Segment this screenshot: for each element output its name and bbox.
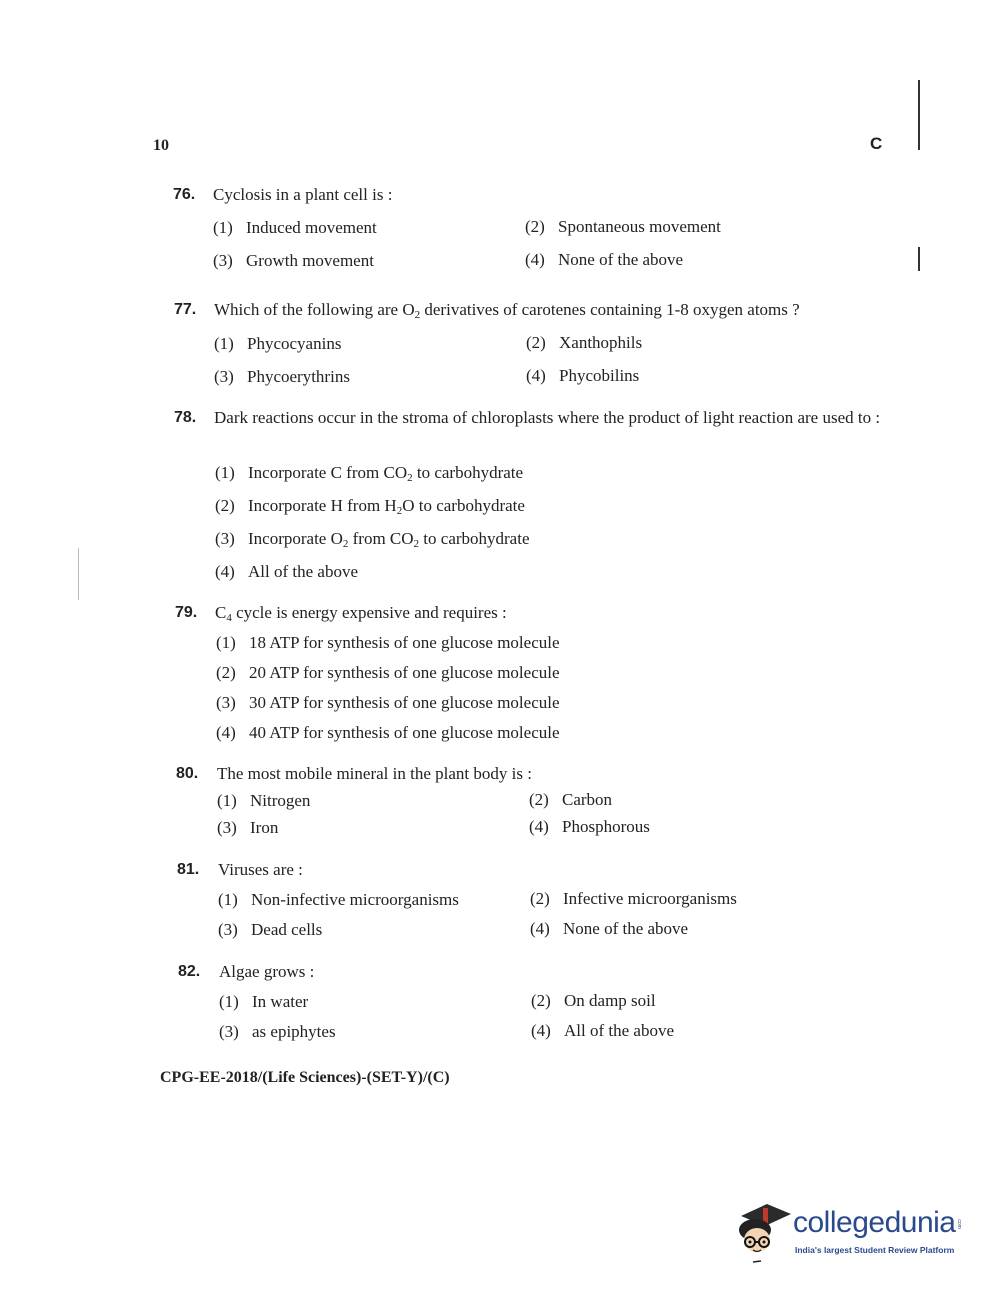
- option-number: (2): [531, 991, 551, 1010]
- scan-edge-mark: [78, 548, 79, 600]
- option-text: from CO: [348, 529, 414, 548]
- option-4: [529, 817, 650, 837]
- option-text: None of the above: [563, 919, 689, 938]
- option-number: (1): [213, 218, 233, 237]
- option-number: (3): [218, 920, 238, 939]
- collegedunia-mascot-icon: [735, 1198, 793, 1268]
- option-number: (2): [215, 496, 235, 515]
- scan-edge-mark: [918, 247, 920, 271]
- option-number: (2): [526, 333, 546, 352]
- option-number: (3): [213, 251, 233, 270]
- subscript: 4: [226, 612, 232, 624]
- option-text: Infective microorganisms: [563, 889, 737, 908]
- option-3: [216, 693, 560, 713]
- option-number: (4): [525, 250, 545, 269]
- option-1: [216, 633, 560, 653]
- question-text: Viruses are :: [218, 860, 303, 879]
- option-text: Carbon: [562, 790, 613, 809]
- option-3: [213, 251, 374, 271]
- option-2: [526, 333, 642, 353]
- option-text: Iron: [250, 818, 279, 837]
- option-2: [525, 217, 721, 237]
- question-number: 78.: [174, 409, 197, 426]
- question-number: 81.: [177, 861, 200, 878]
- option-text: Phycobilins: [559, 366, 640, 385]
- option-1: [219, 992, 308, 1012]
- option-text: Phosphorous: [562, 817, 650, 836]
- option-4: [216, 723, 560, 743]
- option-2: [216, 663, 560, 683]
- exam-code-footer: CPG-EE-2018/(Life Sciences)-(SET-Y)/(C): [160, 1069, 450, 1086]
- option-3: [217, 818, 278, 838]
- option-number: (1): [214, 334, 234, 353]
- question-text-part: cycle is energy expensive and requires :: [231, 603, 507, 622]
- option-text: Non-infective microorganisms: [251, 890, 459, 909]
- option-1: [215, 463, 523, 483]
- option-number: (3): [217, 818, 237, 837]
- option-number: (2): [525, 217, 545, 236]
- option-number: (4): [529, 817, 549, 836]
- option-number: (1): [217, 791, 237, 810]
- option-number: (1): [218, 890, 238, 909]
- question-text: Dark reactions occur in the stroma of chloroplasts where the product of light reaction are used to :: [214, 408, 881, 427]
- question-number: 80.: [176, 765, 199, 782]
- option-number: (2): [216, 663, 236, 682]
- option-4: [525, 250, 683, 270]
- option-number: (3): [216, 693, 236, 712]
- question-text-part: Which of the following are O: [214, 300, 415, 319]
- question-number: 76.: [173, 186, 196, 203]
- option-text: 40 ATP for synthesis of one glucose molecule: [249, 723, 560, 742]
- option-text: Xanthophils: [559, 333, 643, 352]
- option-1: [213, 218, 377, 238]
- option-1: [217, 791, 310, 811]
- scan-edge-mark: [918, 80, 920, 150]
- page-number: 10: [153, 137, 169, 154]
- question-text-part: C: [215, 603, 227, 622]
- option-number: (4): [526, 366, 546, 385]
- option-text: 30 ATP for synthesis of one glucose molecule: [249, 693, 560, 712]
- question-text-part: derivatives of carotenes containing 1-8 oxygen atoms ?: [420, 300, 800, 319]
- option-4: [530, 919, 688, 939]
- option-3: [215, 529, 530, 549]
- option-number: (1): [215, 463, 235, 482]
- logo-wordmark: collegedunia: [793, 1206, 956, 1239]
- option-number: (3): [215, 529, 235, 548]
- subscript: 2: [414, 309, 421, 321]
- option-text: Incorporate H from H: [248, 496, 397, 515]
- option-number: (4): [531, 1021, 551, 1040]
- option-text: Dead cells: [251, 920, 323, 939]
- question-text: Algae grows :: [219, 962, 315, 981]
- option-text: Induced movement: [246, 218, 377, 237]
- option-text: 20 ATP for synthesis of one glucose molecule: [249, 663, 560, 682]
- question-text: The most mobile mineral in the plant body is :: [217, 764, 532, 783]
- option-2: [531, 991, 656, 1011]
- option-text: to carbohydrate: [419, 529, 530, 548]
- option-text: O to carbohydrate: [402, 496, 525, 515]
- option-text: Growth movement: [246, 251, 374, 270]
- option-1: [214, 334, 341, 354]
- question-text: [215, 602, 507, 624]
- subscript: 2: [407, 472, 413, 484]
- option-3: [214, 367, 350, 387]
- option-number: (2): [530, 889, 550, 908]
- question-text: Cyclosis in a plant cell is :: [213, 185, 393, 204]
- option-number: (3): [214, 367, 234, 386]
- logo-domain-suffix: .com: [956, 1218, 962, 1229]
- option-text: 18 ATP for synthesis of one glucose molecule: [249, 633, 560, 652]
- option-4: [531, 1021, 674, 1041]
- option-4: [526, 366, 639, 386]
- subscript: 2: [396, 505, 403, 517]
- option-2: [529, 790, 612, 810]
- option-text: In water: [252, 992, 309, 1011]
- option-number: (4): [530, 919, 550, 938]
- option-text: to carbohydrate: [412, 463, 524, 482]
- subscript: 2: [413, 538, 420, 550]
- option-3: [219, 1022, 336, 1042]
- set-code: C: [870, 134, 883, 153]
- option-text: Phycocyanins: [247, 334, 342, 353]
- option-number: (2): [529, 790, 549, 809]
- option-2: [530, 889, 737, 909]
- option-text: All of the above: [248, 562, 358, 581]
- option-text: None of the above: [558, 250, 684, 269]
- option-text: Incorporate O: [248, 529, 343, 548]
- option-3: [218, 920, 322, 940]
- question-number: 77.: [174, 301, 197, 318]
- collegedunia-logo: [735, 1198, 965, 1268]
- option-text: as epiphytes: [252, 1022, 336, 1041]
- option-text: Nitrogen: [250, 791, 311, 810]
- option-text: Spontaneous movement: [558, 217, 721, 236]
- option-number: (4): [216, 723, 236, 742]
- option-number: (4): [215, 562, 235, 581]
- option-text: On damp soil: [564, 991, 656, 1010]
- question-number: 82.: [178, 963, 201, 980]
- option-text: Incorporate C from CO: [248, 463, 408, 482]
- subscript: 2: [342, 538, 349, 550]
- option-4: [215, 562, 358, 582]
- option-number: (1): [219, 992, 239, 1011]
- logo-tagline: India's largest Student Review Platform: [795, 1245, 955, 1255]
- option-2: [215, 496, 525, 516]
- question-text: [214, 299, 800, 321]
- option-1: [218, 890, 459, 910]
- option-text: Phycoerythrins: [247, 367, 350, 386]
- question-number: 79.: [175, 604, 198, 621]
- option-number: (1): [216, 633, 236, 652]
- option-number: (3): [219, 1022, 239, 1041]
- option-text: All of the above: [564, 1021, 674, 1040]
